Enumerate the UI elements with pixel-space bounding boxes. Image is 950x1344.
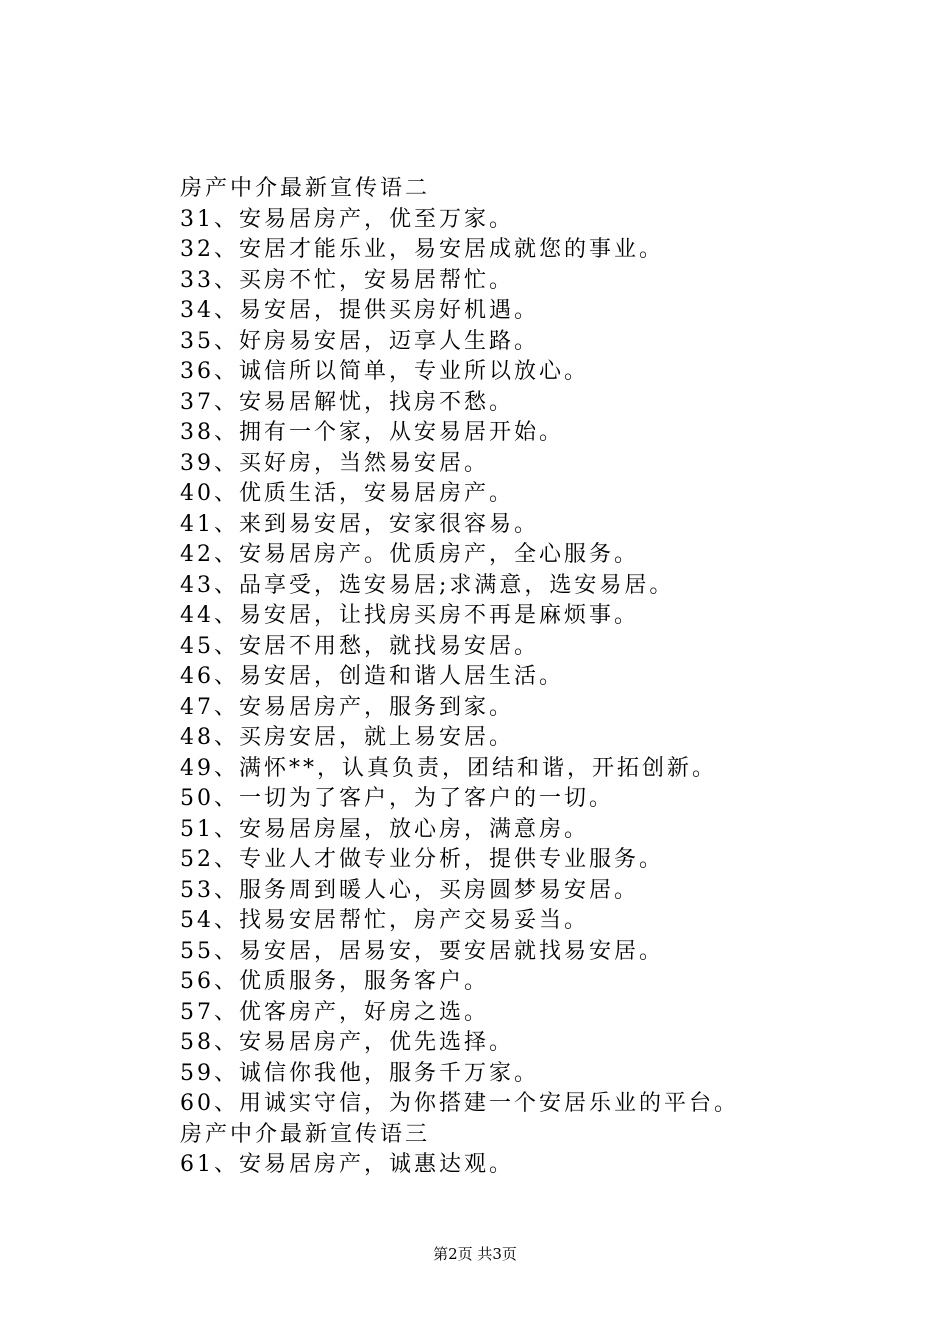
slogan-line: 49、满怀**，认真负责，团结和谐，开拓创新。 bbox=[180, 755, 717, 781]
slogan-line: 56、优质服务，服务客户。 bbox=[180, 969, 489, 994]
slogan-line: 60、用诚实守信，为你搭建一个安居乐业的平台。 bbox=[180, 1091, 739, 1116]
slogan-line: 32、安居才能乐业，易安居成就您的事业。 bbox=[180, 237, 664, 262]
slogan-line: 47、安易居房产，服务到家。 bbox=[180, 694, 514, 720]
slogan-line: 42、安易居房产。优质房产，全心服务。 bbox=[180, 542, 639, 567]
slogan-line: 33、买房不忙，安易居帮忙。 bbox=[180, 267, 514, 293]
slogan-line: 53、服务周到暖人心，买房圆梦易安居。 bbox=[180, 877, 639, 903]
slogan-line: 50、一切为了客户，为了客户的一切。 bbox=[180, 786, 614, 811]
slogan-line: 40、优质生活，安易居房产。 bbox=[180, 481, 514, 506]
slogan-line: 57、优客房产，好房之选。 bbox=[180, 999, 489, 1025]
slogan-line: 36、诚信所以简单，专业所以放心。 bbox=[180, 359, 589, 384]
section-heading: 房产中介最新宣传语三 bbox=[180, 1121, 431, 1147]
slogan-line: 39、买好房，当然易安居。 bbox=[180, 450, 489, 476]
slogan-line: 41、来到易安居，安家很容易。 bbox=[180, 511, 539, 537]
slogan-line: 43、品享受，选安易居;求满意，选安易居。 bbox=[180, 572, 675, 598]
slogan-line: 45、安居不用愁，就找易安居。 bbox=[180, 633, 539, 659]
slogan-line: 61、安易居房产，诚惠达观。 bbox=[180, 1152, 514, 1177]
slogan-line: 59、诚信你我他，服务千万家。 bbox=[180, 1060, 539, 1086]
slogan-line: 55、易安居，居易安，要安居就找易安居。 bbox=[180, 938, 664, 964]
section-heading: 房产中介最新宣传语二 bbox=[180, 176, 431, 201]
slogan-line: 52、专业人才做专业分析，提供专业服务。 bbox=[180, 847, 664, 872]
document-body bbox=[180, 174, 900, 1181]
slogan-line: 54、找易安居帮忙，房产交易妥当。 bbox=[180, 908, 589, 933]
slogan-line: 58、安易居房产，优先选择。 bbox=[180, 1030, 514, 1055]
slogan-line: 46、易安居，创造和谐人居生活。 bbox=[180, 664, 564, 689]
slogan-line: 34、易安居，提供买房好机遇。 bbox=[180, 298, 539, 323]
slogan-line: 48、买房安居，就上易安居。 bbox=[180, 725, 514, 750]
slogan-line: 51、安易居房屋，放心房，满意房。 bbox=[180, 816, 589, 842]
page-footer: 第2页 共3页 bbox=[433, 1245, 517, 1263]
slogan-line: 35、好房易安居，迈享人生路。 bbox=[180, 328, 539, 354]
slogan-line: 44、易安居，让找房买房不再是麻烦事。 bbox=[180, 603, 639, 628]
slogan-line: 37、安易居解忧，找房不愁。 bbox=[180, 389, 514, 415]
slogan-line: 31、安易居房产，优至万家。 bbox=[180, 206, 514, 232]
slogan-line: 38、拥有一个家，从安易居开始。 bbox=[180, 420, 564, 445]
